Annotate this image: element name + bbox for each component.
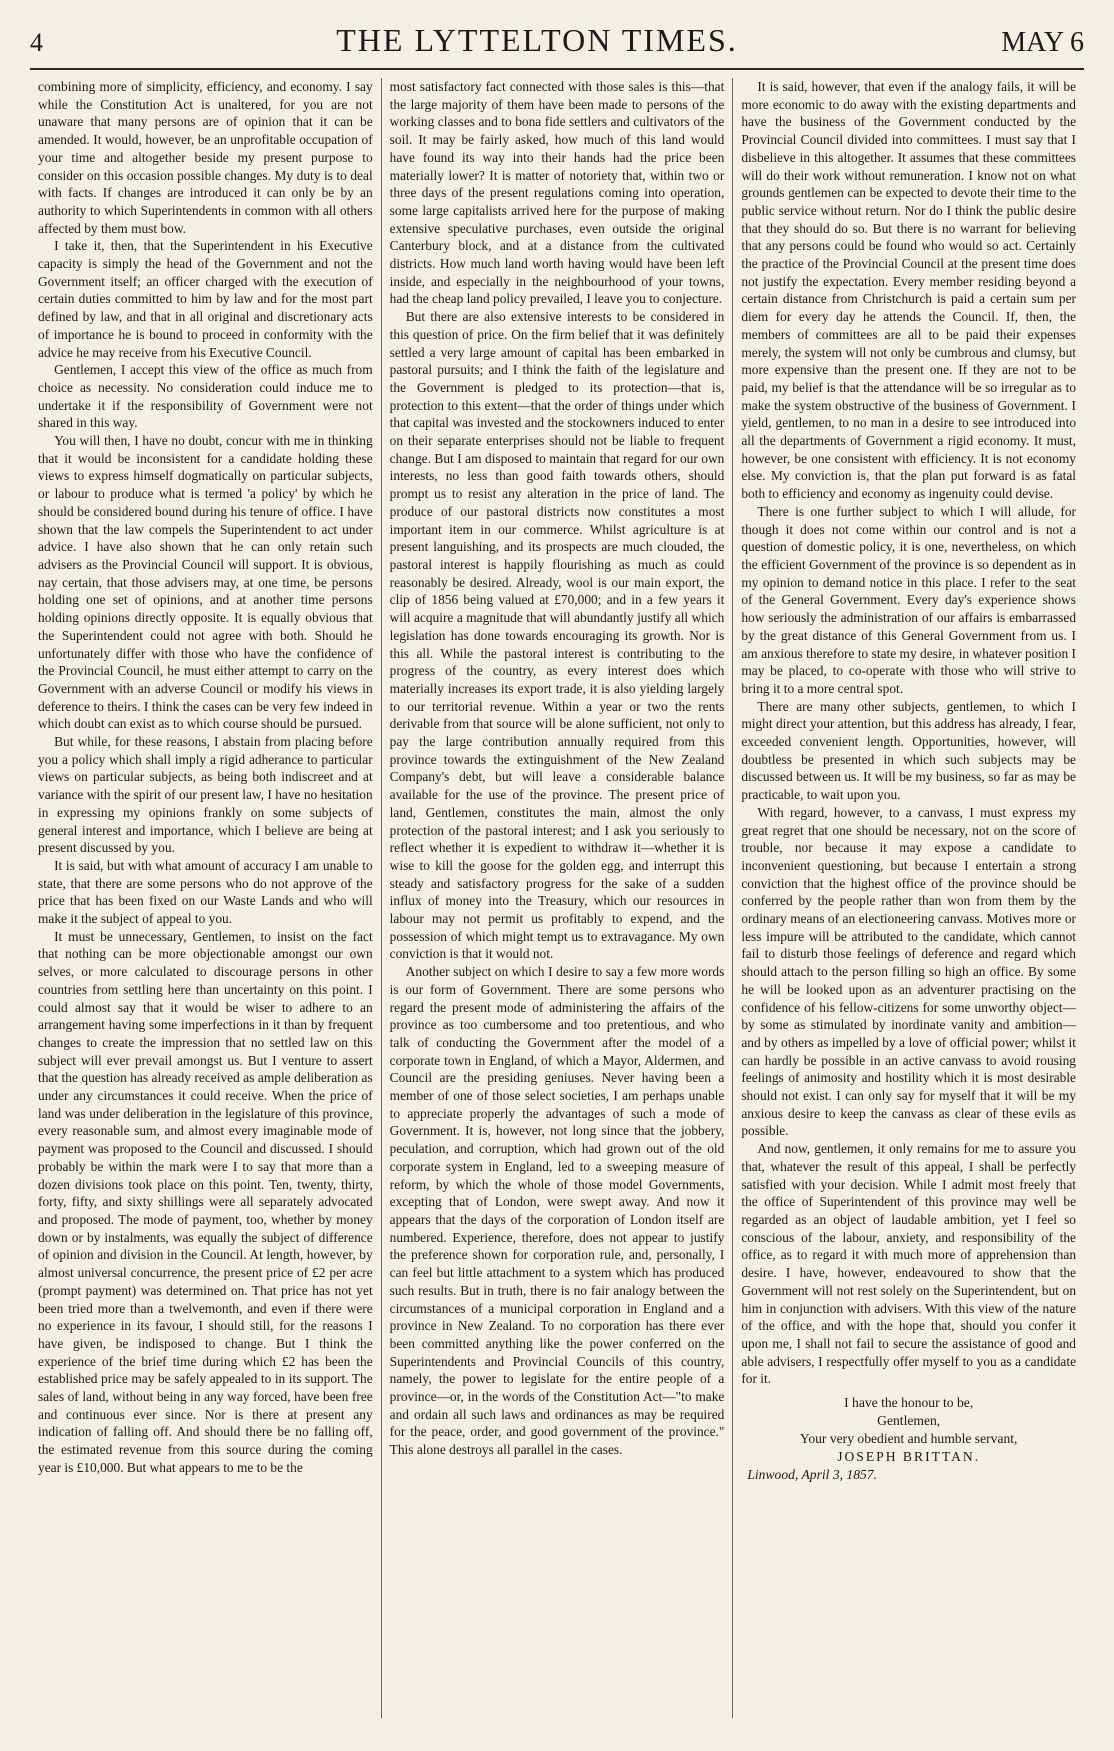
paragraph: most satisfactory fact connected with those sales is this—that the large majority of them have been made to persons of the working classes and to bona fide settlers and cultivators of the soil. It may be fairly asked, how much of this land would have found its way into their hands had the price been materially lower? It is matter of notoriety that, within two or three days of the present regulations coming into operation, some large capitalists arrived here for the purpose of making extensive speculative purchases, even outside the original Canterbury block, and at a distance from the cultivated districts. How much land worth having would have been left inside, and especially in the neighbourhood of your towns, had the cheap land policy prevailed, I leave you to conjecture. [389,79,725,307]
page-number: 4 [30,28,43,57]
newspaper-title: THE LYTTELTON TIMES. [336,22,738,58]
column-3 [732,78,1084,1718]
paragraph: Gentlemen, I accept this view of the office as much from choice as necessity. No consideration could induce me to undertake it if the responsibility of Government were not shared in this way. [38,362,373,431]
paragraph: And now, gentlemen, it only remains for me to assure you that, whatever the result of this appeal, I shall be perfectly satisfied with your decision. While I admit most freely that the office of Superintendent of this province may well be regarded as an object of laudable ambition, yet I feel so conscious of the labour, anxiety, and responsibility of the office, as to regard it with much more of apprehension than desire. I have, however, endeavoured to show that the Government will not rest solely on the Superintendent, but on him in conjunction with advisers. With this view of the nature of the office, and with the hope that, should you confer it upon me, I shall not fail to secure the assistance of good and able advisers, I respectfully offer myself to you as a candidate for it. [741,1141,1077,1387]
signature-block [741,1394,1076,1484]
masthead [30,22,1084,62]
paragraph: You will then, I have no doubt, concur with me in thinking that it would be inconsistent for a candidate holding these views to express himself dogmatically on particular subjects, or labour to produce what is termed 'a policy' by which he should be considered bound during his tenure of office. I have shown that the law compels the Superintendent to act under advice. I have also shown that he can only retain such advisers as the Provincial Council will support. It is obvious, nay certain, that those advisers may, at one time, be persons holding one set of opinions, and at another time persons holding opinions directly opposite. It is equally obvious that the Superintendent could not agree with both. Should he unfortunately differ with those who have the confidence of the Provincial Council, he must either attempt to carry on the Government with an adverse Council or modify his views in deference to theirs. I think the cases can be very few indeed in which doubt can exist as to which course should be pursued. [38,433,373,732]
paragraph: There is one further subject to which I will allude, for though it does not come within our control and is not a question of domestic policy, it is one, nevertheless, on which the efficient Government of the province is so dependent as in my opinion to demand notice in this place. I refer to the seat of the General Government. Every day's experience shows how seriously the administration of our affairs is embarrassed by the great distance of this General Government from us. I am anxious therefore to state my desire, in whatever position I may be placed, to co-operate with those who will strive to bring it to a more central spot. [741,503,1077,696]
paragraph: But there are also extensive interests to be considered in this question of price. On the firm belief that it was definitely settled a very large amount of capital has been embarked in pastoral pursuits; and I think the faith of the legislature and the Government is pledged to its protection—that is, protection to this extent—that the order of things under which that capital was invested and the stockowners induced to enter on their separate enterprises should not be liable to frequent change. But I am disposed to maintain that regard for our own interests, no less than good faith towards others, should prompt us to resist any alteration in the price of land. The produce of our pastoral districts now constitutes a most important item in our commerce. Whilst agriculture is at present languishing, and its prospects are much clouded, the pastoral interest is happily flourishing as much as could reasonably be desired. Already, wool is our main export, the clip of 1856 being valued at £70,000; and in a few years it will acquire a magnitude that will abundantly justify all which legislation has done towards encouraging its growth. Nor is this all. While the pastoral interest is contributing to the progress of the country, as every interest does which materially increases its export trade, it is also yielding largely to our territorial revenue. Within a year or two the rents derivable from that source will be alone sufficient, not only to pay the large contribution annually required from this province towards the extinguishment of the New Zealand Company's debt, but will leave a considerable balance available for the use of the province. The present price of land, Gentlemen, constitutes the main, almost the only protection of the pastoral interest; and I ask you seriously to reflect whether it is expedient to withdraw it—whether it is wise to kill the goose for the golden egg, and interrupt this steady and satisfactory progress for the sake of a sudden influx of money into the Treasury, which our resources in labour may not permit us profitably to expend, and the possession of which might tempt us to extravagance. My own conviction is that it would not. [389,309,725,962]
column-1 [30,78,381,1718]
article-columns [30,78,1084,1718]
author-name: JOSEPH BRITTAN. [837,1449,981,1465]
paragraph: With regard, however, to a canvass, I must express my great regret that one should be necessary, not on the score of trouble, nor because it may expose a candidate to inconvenient questioning, but because I entertain a strong conviction that the highest office of the province should be conferred by the people rather than won from them by the ordinary means of an electioneering canvass. Motives more or less impure will be attributed to the candidate, which cannot fail to disturb those feelings of deference and regard which should attach to the person filling so high an office. By some he will be looked upon as an adventurer practising on the confidence of his fellow-citizens for some unworthy object—by some as stimulated by inordinate vanity and ambition—and by others as impelled by a love of official power; whilst it can hardly be possible in an active canvass to avoid rousing feelings of animosity and hostility which it is most desirable should not exist. I can only say for myself that it will be my anxious desire to keep the canvass as clear of these evils as possible. [741,804,1077,1139]
place-date: Linwood, April 3, 1857. [747,1467,878,1483]
salutation-line: Gentlemen, [877,1413,941,1429]
paragraph: There are many other subjects, gentlemen, to which I might direct your attention, but this address has already, I fear, exceeded convenient length. Opportunities, however, will doubtless be presented in which such subjects may be discussed between us. It will be my business, so far as may be practicable, to wait upon you. [741,698,1077,803]
issue-date: MAY 6 [1001,27,1084,58]
paragraph: Another subject on which I desire to say a few more words is our form of Government. There are some persons who regard the present mode of administering the affairs of the province as too cumbersome and too pretentious, and who talk of conducting the Government after the model of a corporate town in England, of which a Mayor, Aldermen, and Council are the presiding geniuses. Never having been a member of one of those select societies, I am perhaps unable to appreciate properly the advantages of such a mode of Government. It is, however, not long since that the jobbery, peculation, and corruption, which had grown out of the old corporate system in England, led to a sweeping measure of reform, by which the whole of those model Governments, excepting that of London, were swept away. And now it appears that the days of the corporation of London itself are numbered. Experience, therefore, does not appear to justify the preference shown for corporation rule, and, personally, I can feel but little attachment to a system which has produced such results. But in truth, there is no fair analogy between the circumstances of a municipal corporation in England and a province in New Zealand. To no corporation has there ever been committed anything like the power conferred on the Superintendents and Provincial Councils of this country, namely, the power to legislate for the entire people of a province—or, in the words of the Constitution Act—"to make and ordain all such laws and ordinances as may be required for the peace, order, and good government of the province." This alone destroys all parallel in the cases. [389,964,725,1458]
paragraph: combining more of simplicity, efficiency, and economy. I say while the Constitution Act is unaltered, for you are not unaware that many persons are of opinion that it can be amended. It would, however, be an unprofitable occupation of your time and altogether beside my present purpose to consider on this occasion possible changes. My duty is to deal with facts. If changes are introduced it can only be by an authority to which Superintendents in common with all others affected by them must bow. [38,79,373,236]
paragraph: It is said, but with what amount of accuracy I am unable to state, that there are some persons who do not approve of the price that has been fixed on our Waste Lands and who will make it the subject of appeal to you. [38,857,373,927]
column-2 [381,78,733,1718]
closing-line: I have the honour to be, [844,1395,974,1411]
paragraph: It is said, however, that even if the analogy fails, it will be more economic to do away with the existing departments and have the business of the Government conducted by the Provincial Council divided into committees. I must say that I disbelieve in this altogether. It assumes that these committees will do their work without remuneration. I know not on what grounds gentlemen can be expected to devote their time to the public service without return. Nor do I think the public desire that they should do so. But there is no warrant for believing that any persons could be found who would so act. Certainly the practice of the Provincial Council at the present time does not justify the expectation. Every member residing beyond a certain distance from Christchurch is paid a certain sum per diem for every day he attends the Council. If, then, the members of committees are all to be paid their expenses merely, the system will not only be cumbrous and clumsy, but more expensive than the present one. If they are not to be paid, my belief is that the attendance will be so irregular as to make the system obstructive of the business of Government. I yield, gentlemen, to no man in a desire to see introduced into all the departments of Government a rigid economy. It must, however, be one consistent with efficiency. It is not economy else. My conviction is, that the plan put forward is as fatal both to efficiency and economy as ingenuity could devise. [741,79,1077,502]
paragraph: It must be unnecessary, Gentlemen, to insist on the fact that nothing can be more objectionable amongst our own selves, or more calculated to discourage persons in other countries from settling here than uncertainty on this point. I could almost say that it would be wiser to adhere to an arrangement having some imperfections in it than by frequent changes to create the impression that no settled law on this subject will ever prevail amongst us. But I venture to assert that the question has already received as ample deliberation as under any circumstances it could receive. When the price of land was under deliberation in the legislature of this province, every reasonable sum, and almost every imaginable mode of payment was proposed to the Council and discussed. I should probably be within the mark were I to say that more than a dozen divisions took place on this point. Ten, twenty, thirty, forty, fifty, and sixty shillings were all separately advocated and proposed. The mode of payment, too, whether by money down or by instalments, was equally the subject of difference of opinion and division in the Council. At length, however, by almost universal concurrence, the present price of £2 per acre (prompt payment) was determined on. That price has not yet been tried more than a twelvemonth, and even if there were no experience in its favour, I should still, for the reasons I have given, be indisposed to change. But I think the experience of the brief time during which £2 has been the established price may be safely appealed to in its support. The sales of land, without being in any way forced, have been free and continuous ever since. Nor is there at present any indication of falling off. And should there be no falling off, the estimated revenue from this source during the coming year is £10,000. But what appears to me to be the [38,928,373,1475]
valediction-line: Your very obedient and humble servant, [799,1431,1018,1447]
header-rule [30,68,1084,70]
paragraph: But while, for these reasons, I abstain from placing before you a policy which shall imply a rigid adherance to particular views on particular subjects, as being both indiscreet and at variance with the spirit of our present law, I have no hesitation in expressing my opinions frankly on some subjects of general interest and importance, which I believe are being at present discussed by you. [38,734,373,856]
paragraph: I take it, then, that the Superintendent in his Executive capacity is simply the head of the Government and not the Government itself; an officer charged with the execution of certain duties committed to him by law and for the most part defined by law, and that in all original and discretionary acts of importance he is bound to proceed in conformity with the advice he may receive from his Executive Council. [38,238,373,360]
